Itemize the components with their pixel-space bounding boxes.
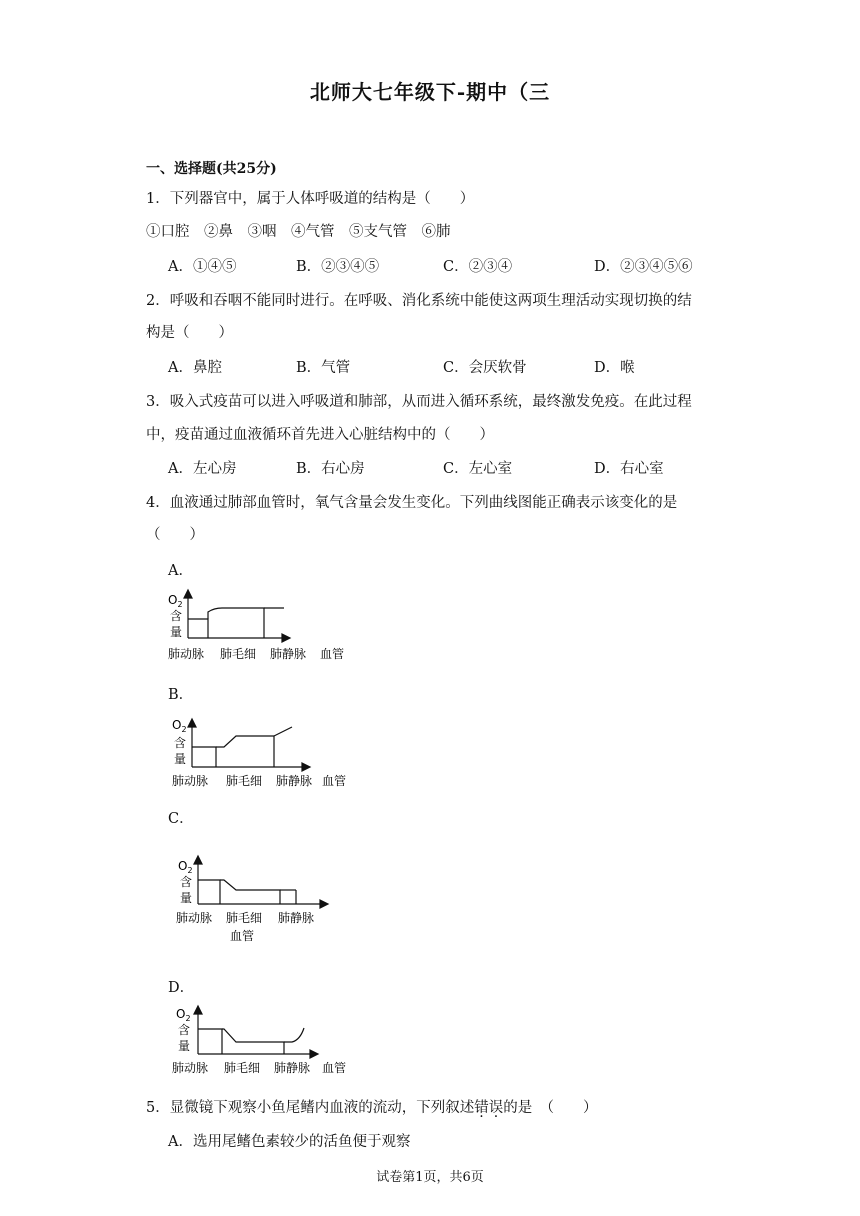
chart-c-artery: 肺动脉 — [176, 911, 213, 925]
question-5-stem — [146, 1096, 597, 1117]
q4-chart-c — [172, 852, 342, 946]
q5-option-a: A．选用尾鳍色素较少的活鱼便于观察 — [168, 1134, 411, 1150]
q4-option-d-label: D． — [168, 980, 195, 996]
q3-option-b: B．右心房 — [296, 461, 365, 477]
q2-option-a: A．鼻腔 — [168, 360, 222, 376]
q4-chart-b — [164, 713, 360, 791]
chart-d-han: 含 — [178, 1023, 191, 1037]
q1-option-b: B．②③④⑤ — [296, 259, 380, 275]
chart-b-vein: 肺静脉 — [276, 774, 313, 788]
question-2-stem-line1: 2．呼吸和吞咽不能同时进行。在呼吸、消化系统中能使这两项生理活动实现切换的结 — [146, 293, 692, 309]
q1-option-d: D．②③④⑤⑥ — [594, 259, 693, 275]
chart-a-capillary: 肺毛细 — [220, 647, 257, 661]
q5-stem-post: 的是 （ ） — [503, 1100, 598, 1116]
chart-d-liang: 量 — [178, 1039, 191, 1053]
chart-c-vein: 肺静脉 — [278, 911, 315, 925]
chart-a-o2: $O_2$ — [168, 593, 183, 609]
chart-d-artery: 肺动脉 — [172, 1061, 209, 1075]
chart-a-liang: 量 — [170, 625, 183, 639]
chart-a-vessel: 血管 — [320, 647, 345, 661]
chart-c-han: 含 — [180, 875, 193, 889]
question-1-items: ①口腔 ②鼻 ③咽 ④气管 ⑤支气管 ⑥肺 — [146, 224, 451, 240]
q4-option-b-label: B． — [168, 687, 194, 703]
q1-option-c: C．②③④ — [443, 259, 513, 275]
q4-option-a-label: A． — [168, 563, 193, 579]
question-2-stem-line2: 构是（ ） — [146, 325, 233, 341]
question-3-stem-line1: 3．吸入式疫苗可以进入呼吸道和肺部，从而进入循环系统，最终激发免疫。在此过程 — [146, 394, 692, 410]
chart-c-vessel: 血管 — [230, 929, 255, 943]
chart-d-capillary: 肺毛细 — [224, 1061, 261, 1075]
chart-c-o2: $O_2$ — [178, 859, 193, 875]
q5-emphasis-2: 误 — [488, 1100, 504, 1116]
question-4-stem-line2: （ ） — [146, 527, 204, 543]
q3-option-a: A．左心房 — [168, 461, 237, 477]
q1-option-a: A．①④⑤ — [168, 259, 237, 275]
question-1-stem: 1．下列器官中，属于人体呼吸道的结构是（ ） — [146, 191, 475, 207]
chart-c-liang: 量 — [180, 891, 193, 905]
q3-option-d: D．右心室 — [594, 461, 664, 477]
chart-b-liang: 量 — [174, 752, 187, 766]
section-heading: 一、选择题(共25分) — [146, 161, 277, 177]
chart-b-capillary: 肺毛细 — [226, 774, 263, 788]
chart-d-o2: $O_2$ — [176, 1007, 191, 1023]
chart-a-han: 含 — [170, 609, 183, 623]
chart-a-vein: 肺静脉 — [270, 647, 307, 661]
q4-option-c-label: C． — [168, 811, 194, 827]
page-title: 北师大七年级下-期中（三 — [309, 80, 551, 104]
chart-b-o2: $O_2$ — [172, 718, 187, 734]
page-footer: 试卷第1页，共6页 — [376, 1170, 484, 1185]
question-3-stem-line2: 中，疫苗通过血液循环首先进入心脏结构中的（ ） — [146, 427, 494, 443]
q2-option-d: D．喉 — [594, 360, 635, 376]
question-4-stem-line1: 4．血液通过肺部血管时，氧气含量会发生变化。下列曲线图能正确表示该变化的是 — [146, 495, 678, 511]
q2-option-b: B．气管 — [296, 360, 351, 376]
chart-b-artery: 肺动脉 — [172, 774, 209, 788]
q2-option-c: C．会厌软骨 — [443, 360, 527, 376]
chart-d-vessel: 血管 — [322, 1061, 347, 1075]
q4-chart-a — [164, 588, 360, 666]
q5-stem-pre: 5．显微镜下观察小鱼尾鳍内血液的流动，下列叙述 — [146, 1100, 475, 1116]
q5-emphasis-1: 错 — [474, 1100, 489, 1116]
chart-c-capillary: 肺毛细 — [226, 911, 263, 925]
chart-b-han: 含 — [174, 736, 187, 750]
chart-d-vein: 肺静脉 — [274, 1061, 311, 1075]
chart-a-artery: 肺动脉 — [168, 647, 205, 661]
chart-b-vessel: 血管 — [322, 774, 347, 788]
q4-chart-d — [166, 1004, 360, 1080]
q3-option-c: C．左心室 — [443, 461, 513, 477]
